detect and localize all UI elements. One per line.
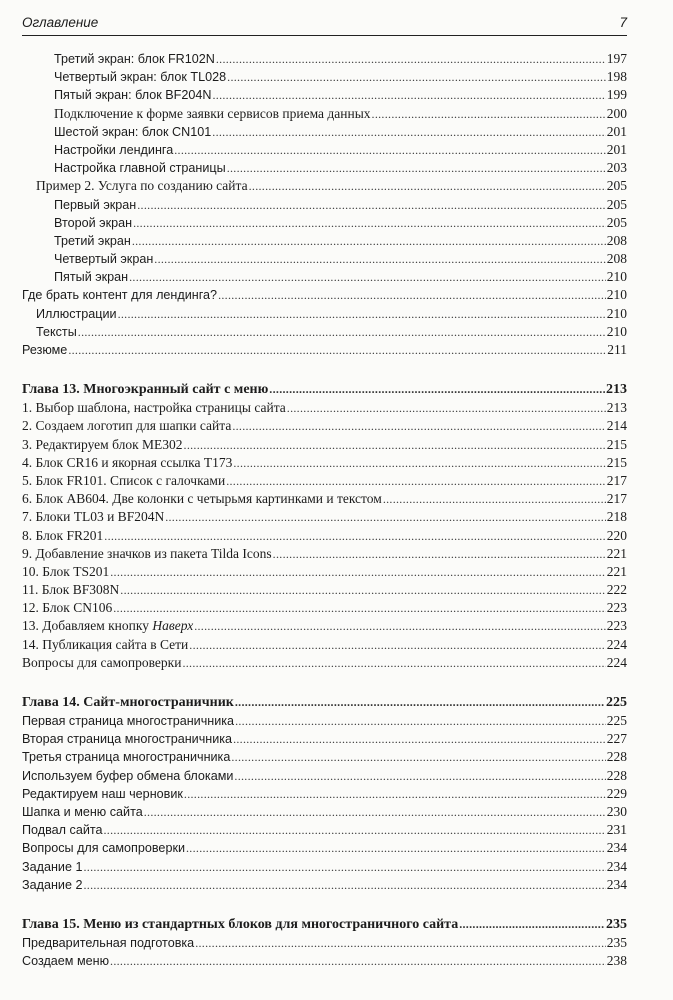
toc-page-number: 230 bbox=[606, 803, 627, 819]
toc-entry-title bbox=[22, 436, 183, 454]
toc-page-number: 215 bbox=[606, 454, 627, 470]
toc-entry[interactable] bbox=[22, 323, 627, 341]
toc-entry-title bbox=[22, 617, 193, 635]
toc-entry[interactable] bbox=[22, 803, 627, 821]
toc-page-number: 223 bbox=[606, 618, 627, 634]
toc-entry[interactable] bbox=[22, 748, 627, 766]
dot-leader bbox=[182, 654, 605, 672]
dot-leader bbox=[104, 821, 606, 839]
toc-entry-title-emphasis: Наверх bbox=[152, 618, 194, 634]
toc-entry-title-text: Пятый экран: блок BF204N bbox=[54, 88, 212, 103]
toc-entry-title-text: Где брать контент для лендинга? bbox=[22, 288, 218, 303]
dot-leader bbox=[235, 712, 606, 730]
dot-leader bbox=[78, 323, 606, 341]
toc-entry[interactable] bbox=[22, 196, 627, 214]
toc-entry-title-text: 2. Создаем логотип для шапки сайта bbox=[22, 418, 232, 434]
toc-entry-title-text: 7. Блоки TL03 и BF204N bbox=[22, 509, 165, 525]
toc-entry-title bbox=[54, 123, 211, 141]
toc-entry[interactable] bbox=[22, 286, 627, 304]
toc-entry-title-text: Редактируем наш черновик bbox=[22, 786, 183, 801]
toc-entry-title bbox=[22, 490, 382, 508]
toc-entry-title bbox=[22, 599, 112, 617]
toc-entry-title bbox=[22, 380, 268, 400]
toc-entry-title-text: Шапка и меню сайта bbox=[22, 804, 143, 819]
toc-entry-title-text: Глава 15. Меню из стандартных блоков для многостраничного сайта bbox=[22, 916, 459, 932]
toc-entry-title-text: Первый экран bbox=[54, 197, 137, 212]
toc-entry-title bbox=[54, 232, 131, 250]
toc-entry-title bbox=[22, 839, 185, 857]
header-section-title: Оглавление bbox=[22, 15, 99, 30]
toc-entry[interactable] bbox=[22, 563, 627, 581]
dot-leader bbox=[227, 159, 606, 177]
toc-entry[interactable] bbox=[22, 68, 627, 86]
toc-entry[interactable] bbox=[22, 141, 627, 159]
toc-entry-title-text: 11. Блок BF308N bbox=[22, 582, 120, 598]
toc-entry[interactable] bbox=[22, 250, 627, 268]
toc-entry[interactable] bbox=[22, 177, 627, 195]
toc-entry-title-text: Настройки лендинга bbox=[54, 142, 174, 157]
toc-page-number: 210 bbox=[606, 287, 627, 303]
chapter-heading[interactable] bbox=[22, 379, 627, 399]
toc-page-number: 234 bbox=[606, 858, 627, 874]
toc-entry-title-text: Используем буфер обмена блоками bbox=[22, 768, 234, 783]
toc-entry-title bbox=[22, 399, 286, 417]
toc-entry-title bbox=[22, 803, 143, 821]
toc-entry[interactable] bbox=[22, 858, 627, 876]
toc-page-number: 225 bbox=[606, 713, 627, 728]
toc-entry-title bbox=[22, 527, 103, 545]
toc-entry-title bbox=[22, 286, 217, 304]
toc-page-number: 213 bbox=[606, 382, 627, 398]
toc-entry[interactable] bbox=[22, 767, 627, 785]
dot-leader bbox=[154, 250, 605, 268]
dot-leader bbox=[287, 399, 606, 417]
toc-page-number: 228 bbox=[606, 767, 627, 783]
toc-page-number: 203 bbox=[606, 160, 627, 176]
toc-entry[interactable] bbox=[22, 436, 627, 454]
toc-entry-title bbox=[36, 323, 77, 341]
toc-page-number: 215 bbox=[606, 436, 627, 452]
dot-leader bbox=[233, 730, 606, 748]
toc-entry-title bbox=[22, 915, 458, 935]
toc-entry[interactable] bbox=[22, 341, 627, 359]
toc-entry-title-text: Шестой экран: блок CN101 bbox=[54, 124, 212, 139]
toc-entry-title bbox=[22, 563, 109, 581]
toc-page-number: 222 bbox=[606, 582, 627, 598]
toc-entry-title-text: 1. Выбор шаблона, настройка страницы сайта bbox=[22, 400, 286, 416]
toc-page-number: 231 bbox=[606, 822, 627, 838]
toc-entry-title-text: Подключение к форме заявки сервисов приема данных bbox=[54, 105, 371, 121]
dot-leader bbox=[459, 914, 605, 934]
toc-page-number: 197 bbox=[606, 51, 627, 66]
toc-entry[interactable] bbox=[22, 636, 627, 654]
toc-entry[interactable] bbox=[22, 839, 627, 857]
toc-entry-title-text: Четвертый экран bbox=[54, 252, 154, 267]
toc-page-number: 205 bbox=[606, 178, 627, 194]
toc-entry[interactable] bbox=[22, 821, 627, 839]
toc-page-number: 224 bbox=[606, 636, 627, 652]
toc-page-number: 228 bbox=[606, 749, 627, 765]
toc-entry-title-text: Тексты bbox=[36, 324, 77, 339]
toc-entry[interactable] bbox=[22, 730, 627, 748]
toc-entry-title bbox=[54, 86, 211, 104]
toc-entry[interactable] bbox=[22, 876, 627, 894]
dot-leader bbox=[129, 268, 606, 286]
toc-entry-title-text: Вторая страница многостраничника bbox=[22, 732, 233, 747]
toc-entry-title bbox=[22, 712, 234, 730]
toc-entry-title bbox=[54, 196, 136, 214]
section-gap bbox=[22, 894, 627, 914]
toc-page-number: 205 bbox=[606, 196, 627, 212]
toc-entry-title-text: Вопросы для самопроверки bbox=[22, 841, 185, 856]
toc-page-number: 208 bbox=[606, 251, 627, 267]
dot-leader bbox=[226, 472, 606, 490]
toc-entry[interactable] bbox=[22, 490, 627, 508]
toc-page-number: 199 bbox=[606, 87, 627, 103]
toc-entry-title bbox=[22, 454, 232, 472]
toc-page-number: 211 bbox=[607, 342, 627, 357]
toc-page-number: 218 bbox=[606, 509, 627, 525]
toc-entry-title bbox=[36, 177, 248, 195]
dot-leader bbox=[133, 214, 606, 232]
dot-leader bbox=[118, 305, 606, 323]
toc-entry-title-text: 14. Публикация сайта в Сети bbox=[22, 636, 189, 652]
toc-entry[interactable] bbox=[22, 545, 627, 563]
toc-entry-title bbox=[22, 858, 82, 876]
dot-leader bbox=[372, 105, 606, 123]
toc-entry-title-text: Третий экран: блок FR102N bbox=[54, 52, 215, 66]
toc-page-number: 220 bbox=[606, 527, 627, 543]
toc-entry[interactable] bbox=[22, 581, 627, 599]
toc-entry-title bbox=[22, 876, 82, 894]
dot-leader bbox=[104, 527, 605, 545]
dot-leader bbox=[189, 636, 605, 654]
toc-entry-title-text: Предварительная подготовка bbox=[22, 935, 195, 950]
toc-entry-title bbox=[54, 214, 132, 232]
toc-entry-title-text: Резюме bbox=[22, 343, 68, 357]
toc-entry-title-text: Третий экран bbox=[54, 233, 131, 248]
toc-page-number: 221 bbox=[606, 563, 627, 579]
toc-entry-title-text: Четвертый экран: блок TL028 bbox=[54, 70, 227, 85]
toc-entry[interactable] bbox=[22, 305, 627, 323]
toc-entry[interactable] bbox=[22, 712, 627, 730]
dot-leader bbox=[195, 934, 606, 952]
dot-leader bbox=[194, 617, 606, 635]
dot-leader bbox=[110, 952, 606, 970]
toc-page-number: 210 bbox=[606, 269, 627, 285]
toc-entry-title-text: Задание 2 bbox=[22, 877, 83, 892]
toc-entry-title-text: 4. Блок CR16 и якорная ссылка T173 bbox=[22, 454, 233, 470]
dot-leader bbox=[249, 177, 606, 195]
toc-entry-title-text: Второй экран bbox=[54, 215, 133, 230]
section-gap bbox=[22, 359, 627, 379]
chapter-heading[interactable] bbox=[22, 692, 627, 712]
toc-entry-title bbox=[22, 654, 181, 672]
toc-entry-title bbox=[22, 508, 164, 526]
toc-entry[interactable] bbox=[22, 214, 627, 232]
toc-entry-title bbox=[54, 159, 226, 177]
toc-page-number: 234 bbox=[606, 876, 627, 892]
dot-leader bbox=[235, 692, 605, 712]
toc-entry-title bbox=[36, 305, 117, 323]
toc-entry-title bbox=[22, 785, 183, 803]
toc-entry-title-text: Глава 14. Сайт-многостраничник bbox=[22, 695, 234, 710]
toc-entry-title bbox=[22, 693, 234, 713]
toc-entry[interactable] bbox=[22, 934, 627, 952]
toc-entry-title-text: 8. Блок FR201 bbox=[22, 527, 104, 543]
toc-page-number: 235 bbox=[606, 916, 627, 932]
toc-entry[interactable] bbox=[22, 454, 627, 472]
toc-page-number: 208 bbox=[606, 232, 627, 248]
toc-entry[interactable] bbox=[22, 654, 627, 672]
toc-page-number: 201 bbox=[606, 141, 627, 157]
toc-entry[interactable] bbox=[22, 527, 627, 545]
toc-entry-title-text: Пятый экран bbox=[54, 270, 129, 285]
toc-entry-title bbox=[54, 268, 128, 286]
dot-leader bbox=[165, 508, 606, 526]
toc-page-number: 235 bbox=[606, 934, 627, 950]
toc-entry[interactable] bbox=[22, 159, 627, 177]
toc-page-number: 234 bbox=[606, 840, 627, 856]
table-of-contents bbox=[22, 50, 627, 970]
toc-entry-title bbox=[54, 250, 153, 268]
toc-entry[interactable] bbox=[22, 399, 627, 417]
running-header bbox=[22, 13, 627, 36]
section-gap bbox=[22, 672, 627, 692]
toc-entry[interactable] bbox=[22, 508, 627, 526]
toc-entry-title-text: 9. Добавление значков из пакета Tilda Icons bbox=[22, 545, 272, 561]
toc-entry-title bbox=[22, 952, 109, 970]
toc-page-number: 224 bbox=[606, 654, 627, 670]
dot-leader bbox=[212, 123, 605, 141]
toc-page-number: 214 bbox=[606, 418, 627, 434]
toc-page-number: 225 bbox=[606, 695, 627, 710]
toc-entry[interactable] bbox=[22, 268, 627, 286]
toc-entry-title-text: Глава 13. Многоэкранный сайт с меню bbox=[22, 382, 269, 398]
toc-entry[interactable] bbox=[22, 599, 627, 617]
toc-entry[interactable] bbox=[22, 232, 627, 250]
toc-entry-title bbox=[22, 472, 225, 490]
dot-leader bbox=[110, 563, 606, 581]
toc-entry-title-text: Первая страница многостраничника bbox=[22, 714, 235, 728]
toc-entry[interactable] bbox=[22, 785, 627, 803]
dot-leader bbox=[233, 454, 605, 472]
toc-entry-title bbox=[22, 730, 232, 748]
toc-entry[interactable] bbox=[22, 123, 627, 141]
toc-entry-title bbox=[22, 748, 230, 766]
dot-leader bbox=[144, 803, 606, 821]
toc-entry-title-text: Задание 1 bbox=[22, 859, 83, 874]
toc-entry-title-text: Пример 2. Услуга по созданию сайта bbox=[36, 178, 248, 194]
toc-entry-title-text: Вопросы для самопроверки bbox=[22, 654, 182, 670]
toc-entry-title bbox=[54, 68, 226, 86]
toc-entry[interactable] bbox=[22, 417, 627, 435]
toc-page-number: 213 bbox=[606, 400, 627, 416]
dot-leader bbox=[234, 767, 605, 785]
dot-leader bbox=[113, 599, 606, 617]
toc-entry-title-text: Создаем меню bbox=[22, 954, 110, 969]
toc-entry-title-text: 5. Блок FR101. Список с галочками bbox=[22, 472, 226, 488]
toc-page-number: 205 bbox=[606, 214, 627, 230]
toc-page-number: 210 bbox=[606, 305, 627, 321]
toc-entry-title bbox=[22, 581, 119, 599]
dot-leader bbox=[68, 341, 606, 359]
chapter-heading[interactable] bbox=[22, 914, 627, 934]
toc-entry-title bbox=[22, 545, 272, 563]
toc-page-number: 227 bbox=[606, 731, 627, 747]
dot-leader bbox=[231, 748, 605, 766]
toc-page-number: 238 bbox=[606, 953, 627, 969]
toc-page-number: 221 bbox=[606, 545, 627, 561]
dot-leader bbox=[132, 232, 606, 250]
dot-leader bbox=[212, 86, 605, 104]
dot-leader bbox=[184, 436, 606, 454]
dot-leader bbox=[269, 379, 605, 399]
toc-entry-title-text: 10. Блок TS201 bbox=[22, 563, 110, 579]
toc-entry-title-text: Подвал сайта bbox=[22, 823, 103, 838]
toc-entry[interactable] bbox=[22, 105, 627, 123]
toc-page-number: 201 bbox=[606, 123, 627, 139]
toc-entry[interactable] bbox=[22, 472, 627, 490]
toc-entry[interactable] bbox=[22, 952, 627, 970]
dot-leader bbox=[120, 581, 605, 599]
dot-leader bbox=[186, 839, 606, 857]
toc-entry-title-text: 13. Добавляем кнопку bbox=[22, 618, 153, 634]
toc-entry-title-text: 3. Редактируем блок ME302 bbox=[22, 436, 183, 452]
toc-entry-title bbox=[22, 417, 231, 435]
toc-entry-title bbox=[22, 636, 188, 654]
dot-leader bbox=[227, 68, 606, 86]
toc-entry-title bbox=[22, 341, 67, 359]
dot-leader bbox=[174, 141, 606, 159]
toc-entry[interactable] bbox=[22, 86, 627, 104]
toc-page-number: 223 bbox=[606, 600, 627, 616]
toc-entry[interactable] bbox=[22, 50, 627, 68]
toc-entry-title-text: 6. Блок AB604. Две колонки с четырьмя картинками и текстом bbox=[22, 491, 382, 507]
toc-entry-title-text: Иллюстрации bbox=[36, 306, 117, 321]
dot-leader bbox=[216, 50, 606, 68]
toc-entry-title bbox=[54, 141, 173, 159]
toc-entry-title bbox=[54, 105, 371, 123]
toc-entry-title bbox=[22, 934, 194, 952]
toc-page-number: 217 bbox=[606, 472, 627, 488]
toc-page-number: 229 bbox=[606, 785, 627, 801]
dot-leader bbox=[273, 545, 606, 563]
toc-entry-title-text: Третья страница многостраничника bbox=[22, 750, 231, 765]
toc-page-number: 198 bbox=[606, 69, 627, 85]
dot-leader bbox=[83, 876, 605, 894]
dot-leader bbox=[383, 490, 606, 508]
toc-entry-title bbox=[22, 767, 233, 785]
toc-entry-title bbox=[22, 821, 103, 839]
toc-entry[interactable] bbox=[22, 617, 627, 635]
toc-page-number: 200 bbox=[606, 105, 627, 121]
toc-page-number: 217 bbox=[606, 491, 627, 507]
toc-page-number: 210 bbox=[606, 323, 627, 339]
dot-leader bbox=[83, 858, 605, 876]
dot-leader bbox=[218, 286, 606, 304]
dot-leader bbox=[184, 785, 606, 803]
header-page-number: 7 bbox=[619, 15, 627, 30]
toc-entry-title-text: 12. Блок CN106 bbox=[22, 600, 113, 616]
dot-leader bbox=[232, 417, 605, 435]
dot-leader bbox=[137, 196, 606, 214]
toc-entry-title bbox=[54, 50, 215, 68]
toc-entry-title-text: Настройка главной страницы bbox=[54, 161, 226, 176]
